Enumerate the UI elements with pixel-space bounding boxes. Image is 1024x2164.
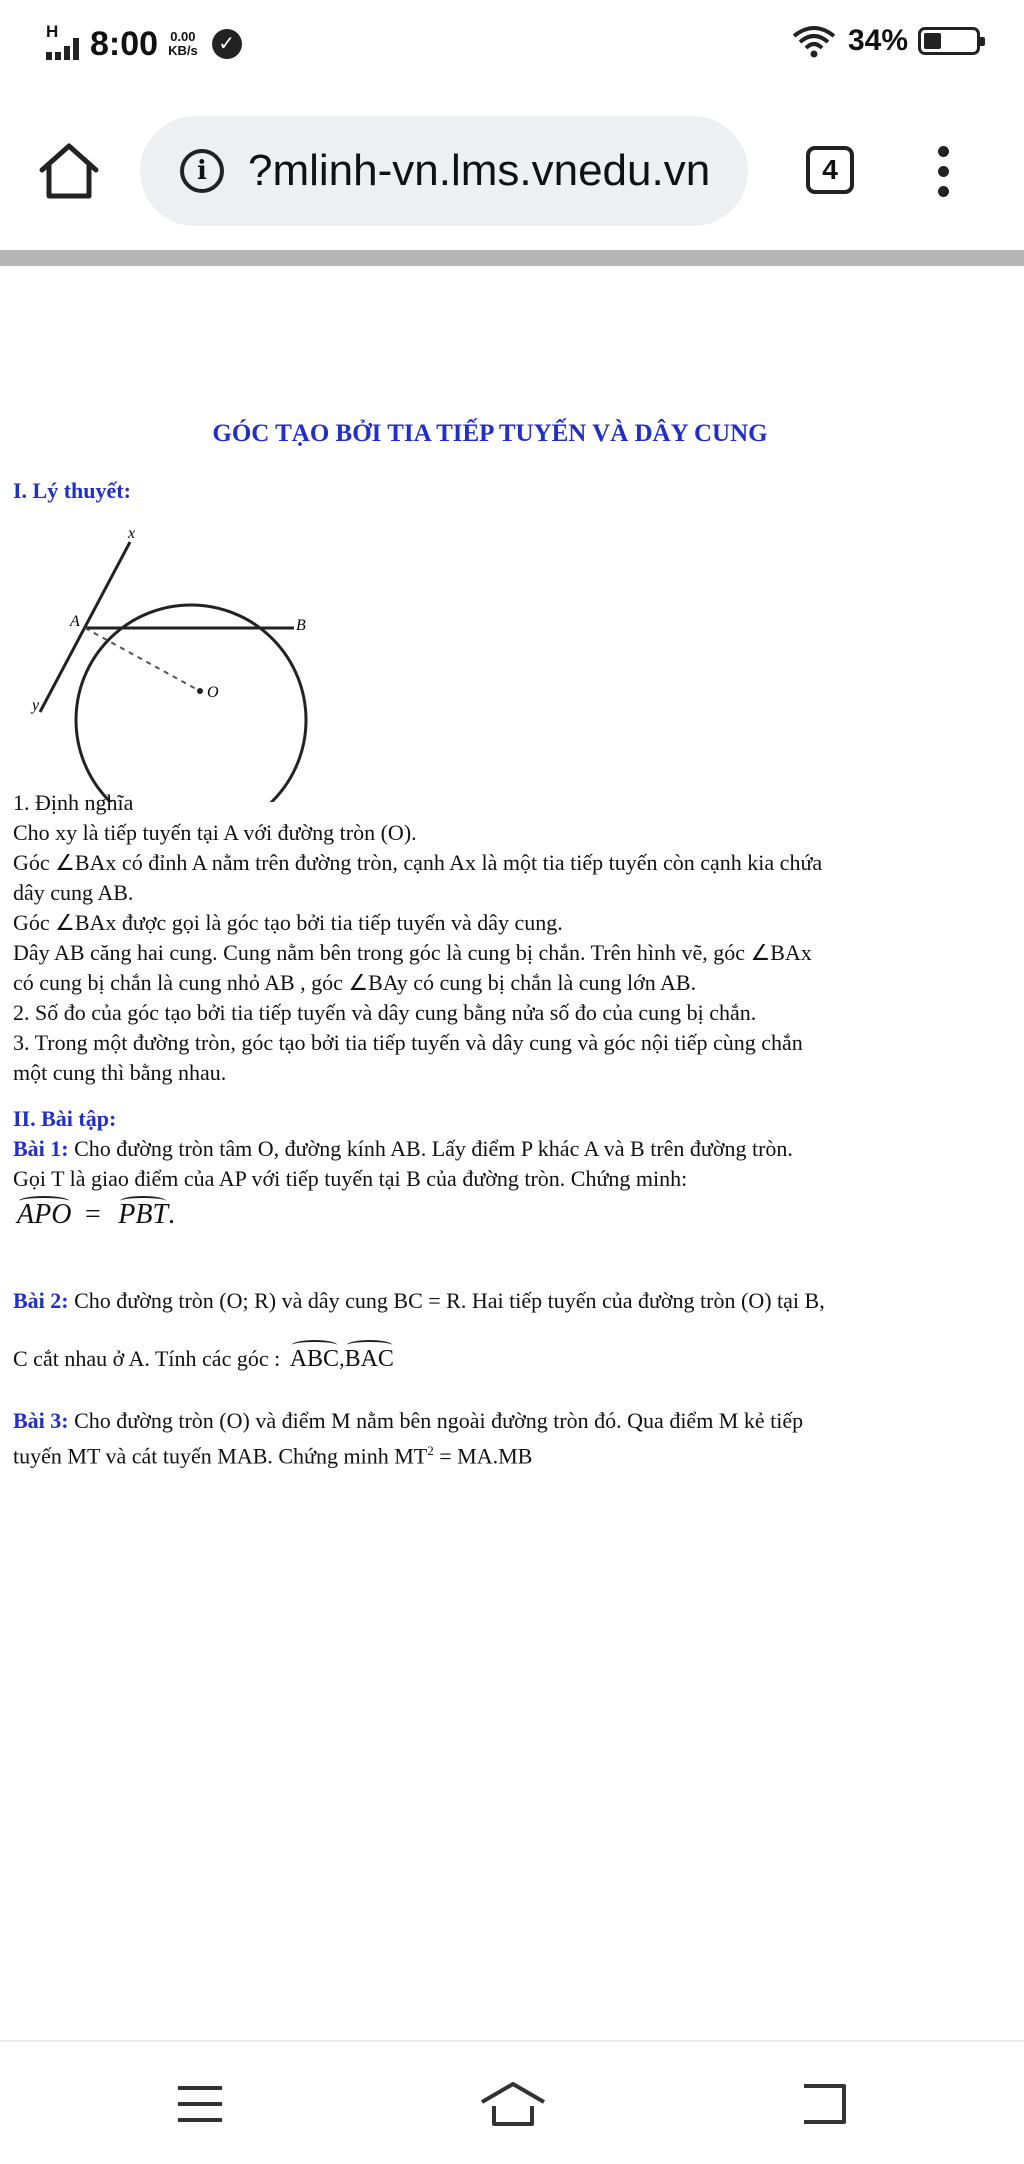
exercise-1-text: Cho đường tròn tâm O, đường kính AB. Lấy điểm P khác A và B trên đường tròn.: [74, 1136, 793, 1161]
theory-line: 1. Định nghĩa: [13, 790, 134, 815]
exercise-1-text-2: Gọi T là giao điểm của AP với tiếp tuyến tại B của đường tròn. Chứng minh:: [13, 1166, 688, 1191]
section-theory-heading: I. Lý thuyết:: [13, 478, 131, 503]
angle-bac: BAC: [345, 1338, 394, 1374]
network-speed: [168, 30, 198, 58]
superscript-2: 2: [427, 1443, 434, 1458]
menu-icon[interactable]: [176, 2084, 224, 2124]
document-page: [0, 266, 1024, 2036]
exercise-2-question: C cắt nhau ở A. Tính các góc :: [13, 1346, 281, 1371]
check-icon: ✓: [212, 29, 242, 59]
exercise-1-line: [13, 1134, 963, 1164]
system-nav-bar: [0, 2040, 1024, 2164]
nav-home-icon[interactable]: [478, 2080, 548, 2128]
equals-sign: =: [84, 1199, 101, 1230]
circle-o: [76, 605, 306, 802]
tangent-chord-diagram: [10, 512, 330, 802]
angle-apo: APO: [17, 1194, 71, 1230]
angle-separator: ,: [339, 1346, 345, 1371]
address-bar[interactable]: [140, 116, 748, 226]
label-a: A: [70, 613, 80, 630]
formula-end: .: [168, 1199, 176, 1230]
theory-line: một cung thì bằng nhau.: [13, 1060, 227, 1085]
theory-line: Góc ∠BAx được gọi là góc tạo bởi tia tiếp tuyến và dây cung.: [13, 910, 563, 935]
theory-line: có cung bị chắn là cung nhỏ AB , góc ∠BAy có cung bị chắn là cung lớn AB.: [13, 970, 697, 995]
theory-line: 2. Số đo của góc tạo bởi tia tiếp tuyến và dây cung bằng nửa số đo của cung bị chắn.: [13, 1000, 757, 1025]
exercise-3-label: Bài 3:: [13, 1408, 69, 1433]
exercise-2-text-2: [13, 1338, 963, 1374]
signal-icon: [44, 22, 84, 66]
more-options-icon[interactable]: [924, 142, 964, 202]
theory-line: 3. Trong một đường tròn, góc tạo bởi tia tiếp tuyến và dây cung và góc nội tiếp cùng chắn: [13, 1030, 803, 1055]
wifi-icon: [792, 24, 836, 58]
browser-toolbar: [0, 112, 1024, 232]
theory-line: dây cung AB.: [13, 880, 134, 905]
label-b: B: [296, 617, 306, 634]
exercise-3-line: [13, 1406, 963, 1436]
label-y: y: [32, 697, 40, 714]
exercise-3-text-2: [13, 1436, 963, 1471]
page-load-bar: [0, 250, 1024, 266]
status-bar: [0, 0, 1024, 96]
home-icon[interactable]: [36, 138, 102, 204]
tab-switcher-button[interactable]: 4: [806, 146, 854, 194]
back-icon[interactable]: [798, 2082, 850, 2126]
exercise-2-text: Cho đường tròn (O; R) và dây cung BC = R. Hai tiếp tuyến của đường tròn (O) tại B,: [74, 1288, 825, 1313]
exercise-2-line: [13, 1286, 963, 1316]
battery-percent: 34%: [847, 24, 908, 57]
exercise-3-text-pre: tuyến MT và cát tuyến MAB. Chứng minh MT: [13, 1443, 428, 1469]
label-o: O: [207, 684, 219, 701]
exercise-2-label: Bài 2:: [13, 1288, 69, 1313]
battery-icon: [918, 27, 980, 55]
network-type: H: [46, 22, 59, 41]
document-title: GÓC TẠO BỞI TIA TIẾP TUYẾN VÀ DÂY CUNG: [212, 420, 768, 447]
radius-oa: [85, 628, 198, 690]
theory-line: Cho xy là tiếp tuyến tại A với đường tròn (O).: [13, 820, 417, 845]
section-exercises-heading: II. Bài tập:: [13, 1106, 117, 1131]
exercise-1-label: Bài 1:: [13, 1136, 69, 1161]
theory-line: Góc ∠BAx có đỉnh A nằm trên đường tròn, cạnh Ax là một tia tiếp tuyến còn cạnh kia chứa: [13, 850, 823, 875]
angle-abc: ABC: [290, 1338, 339, 1374]
speed-value: 0.00: [170, 29, 196, 44]
url-text[interactable]: ?mlinh-vn.lms.vnedu.vn: [248, 146, 711, 195]
label-x: x: [128, 525, 136, 542]
battery-level: [924, 33, 941, 49]
exercise-1-formula: [13, 1194, 963, 1231]
angle-pbt: PBT: [118, 1194, 168, 1230]
exercise-3-text-post: = MA.MB: [433, 1443, 533, 1469]
center-point: [197, 688, 203, 694]
exercise-3-text: Cho đường tròn (O) và điểm M nằm bên ngoài đường tròn đó. Qua điểm M kẻ tiếp: [74, 1408, 804, 1433]
speed-unit: KB/s: [168, 43, 198, 58]
theory-line: Dây AB căng hai cung. Cung nằm bên trong góc là cung bị chắn. Trên hình vẽ, góc ∠BAx: [13, 940, 812, 965]
clock: 8:00: [90, 24, 159, 63]
info-icon[interactable]: i: [180, 149, 224, 193]
